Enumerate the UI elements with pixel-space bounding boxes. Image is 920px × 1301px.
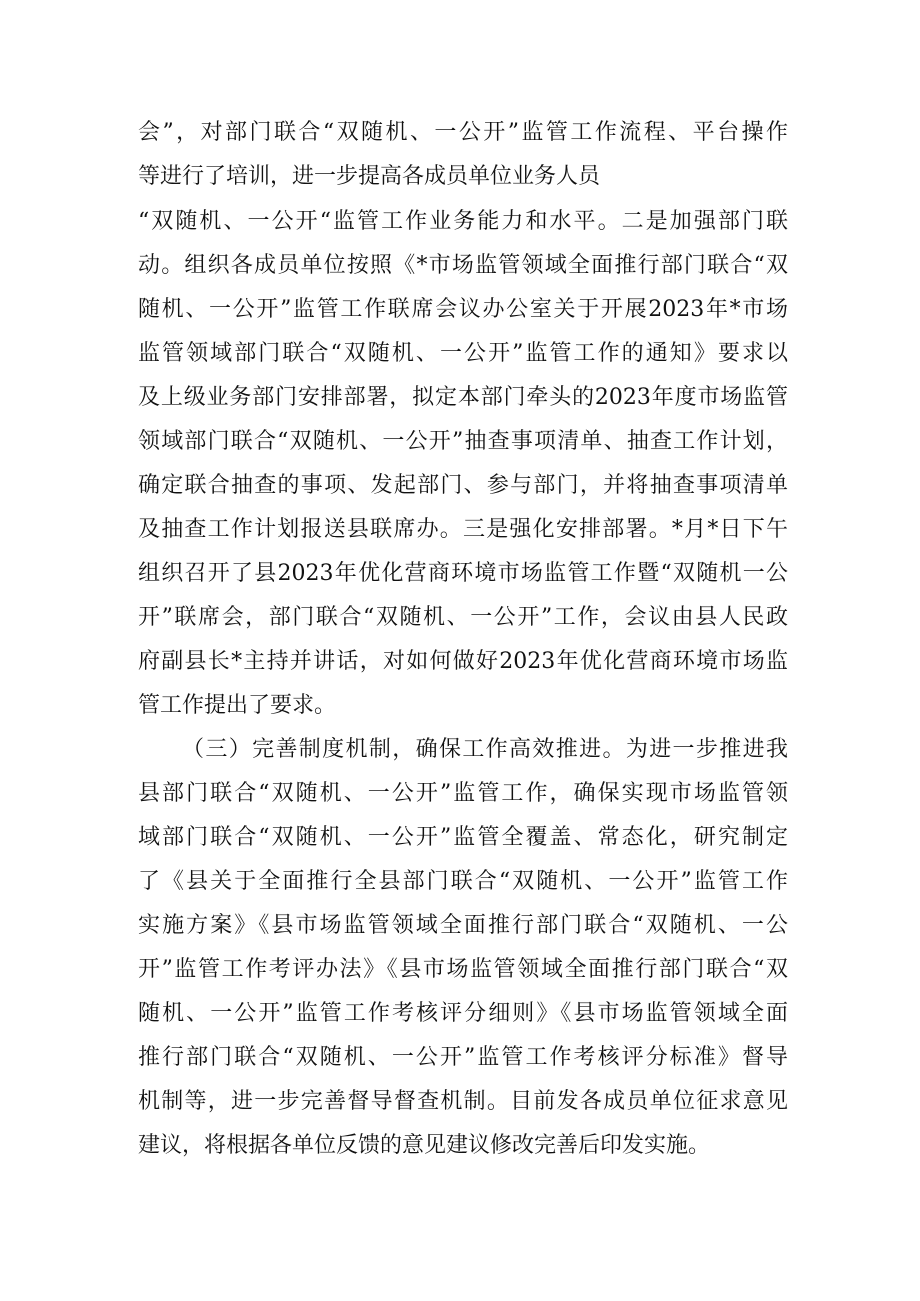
text-line: 开”联席会，部门联合“双随机、一公开”工作，会议由县人民政 — [138, 605, 788, 630]
text-line: 推行部门联合“双随机、一公开”监管工作考核评分标准》督导 — [138, 1045, 788, 1070]
text-line: 确定联合抽查的事项、发起部门、参与部门，并将抽查事项清单 — [138, 473, 788, 498]
text-line: 建议，将根据各单位反馈的意见建议修改完善后印发实施。 — [138, 1133, 711, 1158]
section-heading-line: （三）完善制度机制，确保工作高效推进。为进一步推进我 — [182, 737, 788, 762]
text-line: 动。组织各成员单位按照《*市场监管领域全面推行部门联合“双 — [138, 253, 788, 278]
text-line: “双随机、一公开“监管工作业务能力和水平。二是加强部门联 — [138, 209, 788, 234]
text-line: 机制等，进一步完善督导督查机制。目前发各成员单位征求意见 — [138, 1089, 788, 1114]
text-line: 及抽查工作计划报送县联席办。三是强化安排部署。*月*日下午 — [138, 517, 788, 542]
text-line: 随机、一公开”监管工作联席会议办公室关于开展2023年*市场 — [138, 297, 788, 322]
text-line: 等进行了培训，进一步提高各成员单位业务人员 — [138, 164, 601, 189]
text-line: 域部门联合“双随机、一公开”监管全覆盖、常态化，研究制定 — [138, 825, 788, 850]
text-line: 府副县长*主持并讲话，对如何做好2023年优化营商环境市场监 — [138, 649, 788, 674]
text-line: 管工作提出了要求。 — [138, 693, 337, 718]
text-line: 会”，对部门联合“双随机、一公开”监管工作流程、平台操作 — [138, 120, 788, 145]
text-line: 开”监管工作考评办法》《县市场监管领域全面推行部门联合“双 — [138, 957, 788, 982]
text-line: 监管领域部门联合“双随机、一公开”监管工作的通知》要求以 — [138, 341, 788, 366]
text-line: 实施方案》《县市场监管领域全面推行部门联合“双随机、一公 — [138, 913, 788, 938]
text-line: 了《县关于全面推行全县部门联合“双随机、一公开”监管工作 — [138, 869, 788, 894]
text-line: 随机、一公开”监管工作考核评分细则》《县市场监管领域全面 — [138, 1001, 788, 1026]
text-line: 领域部门联合“双随机、一公开”抽查事项清单、抽查工作计划， — [138, 429, 788, 454]
text-line: 及上级业务部门安排部署，拟定本部门牵头的2023年度市场监管 — [138, 385, 788, 410]
text-line: 县部门联合“双随机、一公开”监管工作，确保实现市场监管领 — [138, 781, 788, 806]
text-line: 组织召开了县2023年优化营商环境市场监管工作暨“双随机一公 — [138, 561, 788, 586]
